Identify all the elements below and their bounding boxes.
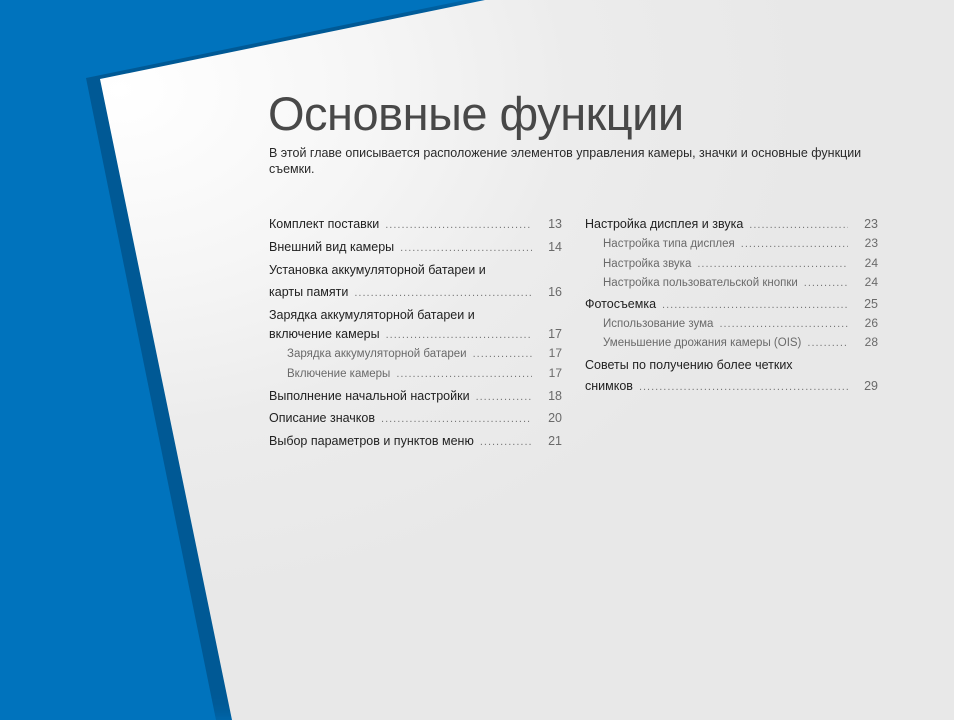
toc-page-number: 23 (864, 236, 878, 250)
toc-entry-label: Включение камеры (287, 368, 391, 380)
toc-entry-label: Настройка звука (603, 258, 692, 270)
dot-leader (385, 219, 532, 231)
toc-subentry[interactable] (585, 256, 878, 274)
toc-page-number: 17 (548, 327, 562, 341)
toc-page-number: 21 (548, 434, 562, 448)
dot-leader (749, 219, 848, 231)
toc-entry-label: Настройка дисплея и звука (585, 217, 744, 231)
toc-page-number: 29 (864, 379, 878, 393)
toc-subentry[interactable] (585, 335, 878, 353)
toc-entry[interactable] (269, 217, 562, 235)
toc-subentry[interactable] (269, 366, 562, 384)
toc-page-number: 20 (548, 411, 562, 425)
dot-leader (697, 258, 848, 270)
toc-entry[interactable] (269, 434, 562, 452)
page-title: Основные функции (268, 87, 684, 140)
toc-entry[interactable] (269, 327, 562, 345)
toc-subentry[interactable] (585, 275, 878, 293)
dot-leader (476, 391, 532, 403)
toc-page-number: 17 (548, 366, 562, 380)
toc-subentry[interactable] (585, 236, 878, 254)
toc-entry-label: карты памяти (269, 285, 349, 299)
toc-page-number: 13 (548, 217, 562, 231)
dot-leader (400, 242, 532, 254)
toc-entry-label: Зарядка аккумуляторной батареи (287, 348, 467, 360)
toc-subentry[interactable] (585, 316, 878, 334)
dot-leader (741, 238, 848, 250)
dot-leader (396, 368, 532, 380)
toc-entry[interactable] (585, 297, 878, 315)
toc-page-number: 16 (548, 285, 562, 299)
toc-page-number: 28 (864, 335, 878, 349)
toc-entry-label: Настройка пользовательской кнопки (603, 277, 798, 289)
toc-entry-label: Комплект поставки (269, 217, 380, 231)
toc-entry[interactable] (585, 217, 878, 235)
toc-entry-label: включение камеры (269, 327, 380, 341)
toc-entry-label: Зарядка аккумуляторной батареи и (269, 308, 475, 322)
toc-entry-label: Советы по получению более четких (585, 358, 793, 372)
toc-page-number: 23 (864, 217, 878, 231)
toc-entry-label: Выполнение начальной настройки (269, 389, 470, 403)
toc-page-number: 24 (864, 256, 878, 270)
toc-page-number: 26 (864, 316, 878, 330)
dot-leader (807, 337, 848, 349)
toc-subentry[interactable] (269, 346, 562, 364)
dot-leader (662, 299, 848, 311)
toc-page-number: 18 (548, 389, 562, 403)
toc-entry-label: Использование зума (603, 318, 714, 330)
toc-entry[interactable] (269, 389, 562, 407)
toc-entry[interactable] (585, 379, 878, 397)
dot-leader (719, 318, 848, 330)
toc-entry-label: Установка аккумуляторной батареи и (269, 263, 486, 277)
dot-leader (386, 329, 532, 341)
dot-leader (639, 381, 848, 393)
toc-entry-line1[interactable] (269, 308, 562, 326)
toc-entry-line1[interactable] (269, 263, 562, 281)
dot-leader (473, 348, 532, 360)
toc-entry[interactable] (269, 285, 562, 303)
dot-leader (381, 413, 532, 425)
dot-leader (354, 287, 532, 299)
toc-entry-label: Внешний вид камеры (269, 240, 395, 254)
dot-leader (804, 277, 848, 289)
toc-entry-label: Выбор параметров и пунктов меню (269, 434, 474, 448)
toc-entry[interactable] (269, 240, 562, 258)
toc-entry-label: Описание значков (269, 411, 376, 425)
chapter-description: В этой главе описывается расположение элементов управления камеры, значки и основные функции съемки. (269, 146, 862, 176)
toc-entry[interactable] (269, 411, 562, 429)
toc-entry-label: снимков (585, 379, 633, 393)
toc-page-number: 25 (864, 297, 878, 311)
toc-entry-label: Уменьшение дрожания камеры (OIS) (603, 337, 802, 349)
toc-entry-label: Настройка типа дисплея (603, 238, 735, 250)
toc-entry-line1[interactable] (585, 358, 878, 376)
dot-leader (480, 436, 532, 448)
toc-entry-label: Фотосъемка (585, 297, 657, 311)
toc-page-number: 24 (864, 275, 878, 289)
toc-page-number: 14 (548, 240, 562, 254)
toc-page-number: 17 (548, 346, 562, 360)
